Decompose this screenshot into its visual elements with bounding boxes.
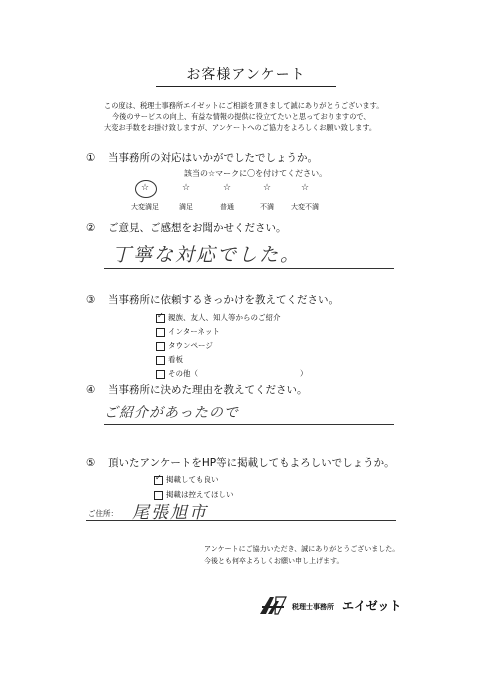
company-logo-icon xyxy=(258,594,288,616)
option-internet[interactable] xyxy=(156,326,220,337)
option-label: 掲載しても良い xyxy=(166,475,219,484)
option-label: 掲載は控えてほしい xyxy=(166,490,234,499)
address-label: ご住所： xyxy=(88,509,118,518)
rating-label: 満足 xyxy=(179,203,193,211)
question-5 xyxy=(86,455,395,470)
question-4-number: ④ xyxy=(86,384,96,396)
checkbox-checked[interactable] xyxy=(154,476,163,485)
question-2-answer[interactable]: 丁寧な対応でした。 xyxy=(112,244,302,266)
document-title: お客様アンケート xyxy=(186,67,306,83)
checkbox-checked[interactable] xyxy=(156,314,165,323)
star-icon[interactable]: ☆ xyxy=(140,183,150,193)
address-value[interactable]: 尾張旭市 xyxy=(132,503,208,523)
question-3 xyxy=(86,292,339,307)
question-5-text: 頂いたアンケートをHP等に掲載してもよろしいでしょうか。 xyxy=(108,457,395,469)
star-icon[interactable]: ☆ xyxy=(181,183,191,193)
option-publish-ok[interactable] xyxy=(154,474,219,485)
option-label: 親族、友人、知人等からのご紹介 xyxy=(168,313,281,322)
company-type: 税理士事務所 xyxy=(292,603,334,611)
option-signboard[interactable] xyxy=(156,354,183,365)
question-1-text: 当事務所の対応はいかがでしたでしょうか。 xyxy=(108,152,318,164)
rating-label: 大変満足 xyxy=(131,203,159,211)
question-1-hint: 該当の☆マークに〇を付けてください。 xyxy=(184,169,328,178)
closing-line-2: 今後とも何卒よろしくお願い申し上げます。 xyxy=(204,557,344,565)
intro-line-1: この度は、税理士事務所エイゼットにご相談を頂きまして誠にありがとうございます。 xyxy=(104,101,384,110)
question-4-answer[interactable]: ご紹介があったので xyxy=(104,405,239,421)
star-icon[interactable]: ☆ xyxy=(222,183,232,193)
option-label: インターネット xyxy=(168,327,220,336)
option-town-page[interactable] xyxy=(156,340,213,351)
option-label: 看板 xyxy=(168,355,183,364)
rating-label: 不満 xyxy=(260,203,274,211)
option-label: タウンページ xyxy=(168,341,213,350)
question-2-text: ご意見、ご感想をお聞かせください。 xyxy=(108,222,287,234)
question-3-text: 当事務所に依頼するきっかけを教えてください。 xyxy=(108,294,339,306)
intro-line-3: 大変お手数をお掛け致しますが、アンケートへのご協力をよろしくお願い致します。 xyxy=(104,123,377,132)
checkbox[interactable] xyxy=(156,356,165,365)
company-name: エイゼット xyxy=(342,599,402,613)
intro-line-2: 今後のサービスの向上、有益な情報の提供に役立てたいと思っておりますので、 xyxy=(112,112,371,121)
checkbox[interactable] xyxy=(156,370,165,379)
answer-line xyxy=(104,268,394,269)
option-other[interactable] xyxy=(156,368,198,379)
question-1 xyxy=(86,150,318,165)
question-3-number: ③ xyxy=(86,294,96,306)
option-referral[interactable] xyxy=(156,312,281,323)
star-icon[interactable]: ☆ xyxy=(262,183,272,193)
option-label: その他（ xyxy=(168,369,198,378)
closing-line-1: アンケートにご協力いただき、誠にありがとうございました。 xyxy=(204,545,400,553)
question-4 xyxy=(86,382,308,397)
option-other-close: ） xyxy=(300,369,308,378)
question-5-number: ⑤ xyxy=(86,457,96,469)
checkbox[interactable] xyxy=(156,328,165,337)
rating-label: 普通 xyxy=(220,203,234,211)
question-2-number: ② xyxy=(86,222,96,234)
star-icon[interactable]: ☆ xyxy=(300,183,310,193)
question-1-number: ① xyxy=(86,152,96,164)
rating-label: 大変不満 xyxy=(291,203,319,211)
title-underline xyxy=(156,86,336,87)
answer-line xyxy=(104,424,394,425)
address-line xyxy=(86,520,396,521)
question-2 xyxy=(86,220,287,235)
question-4-text: 当事務所に決めた理由を教えてください。 xyxy=(108,384,308,396)
checkbox[interactable] xyxy=(156,342,165,351)
